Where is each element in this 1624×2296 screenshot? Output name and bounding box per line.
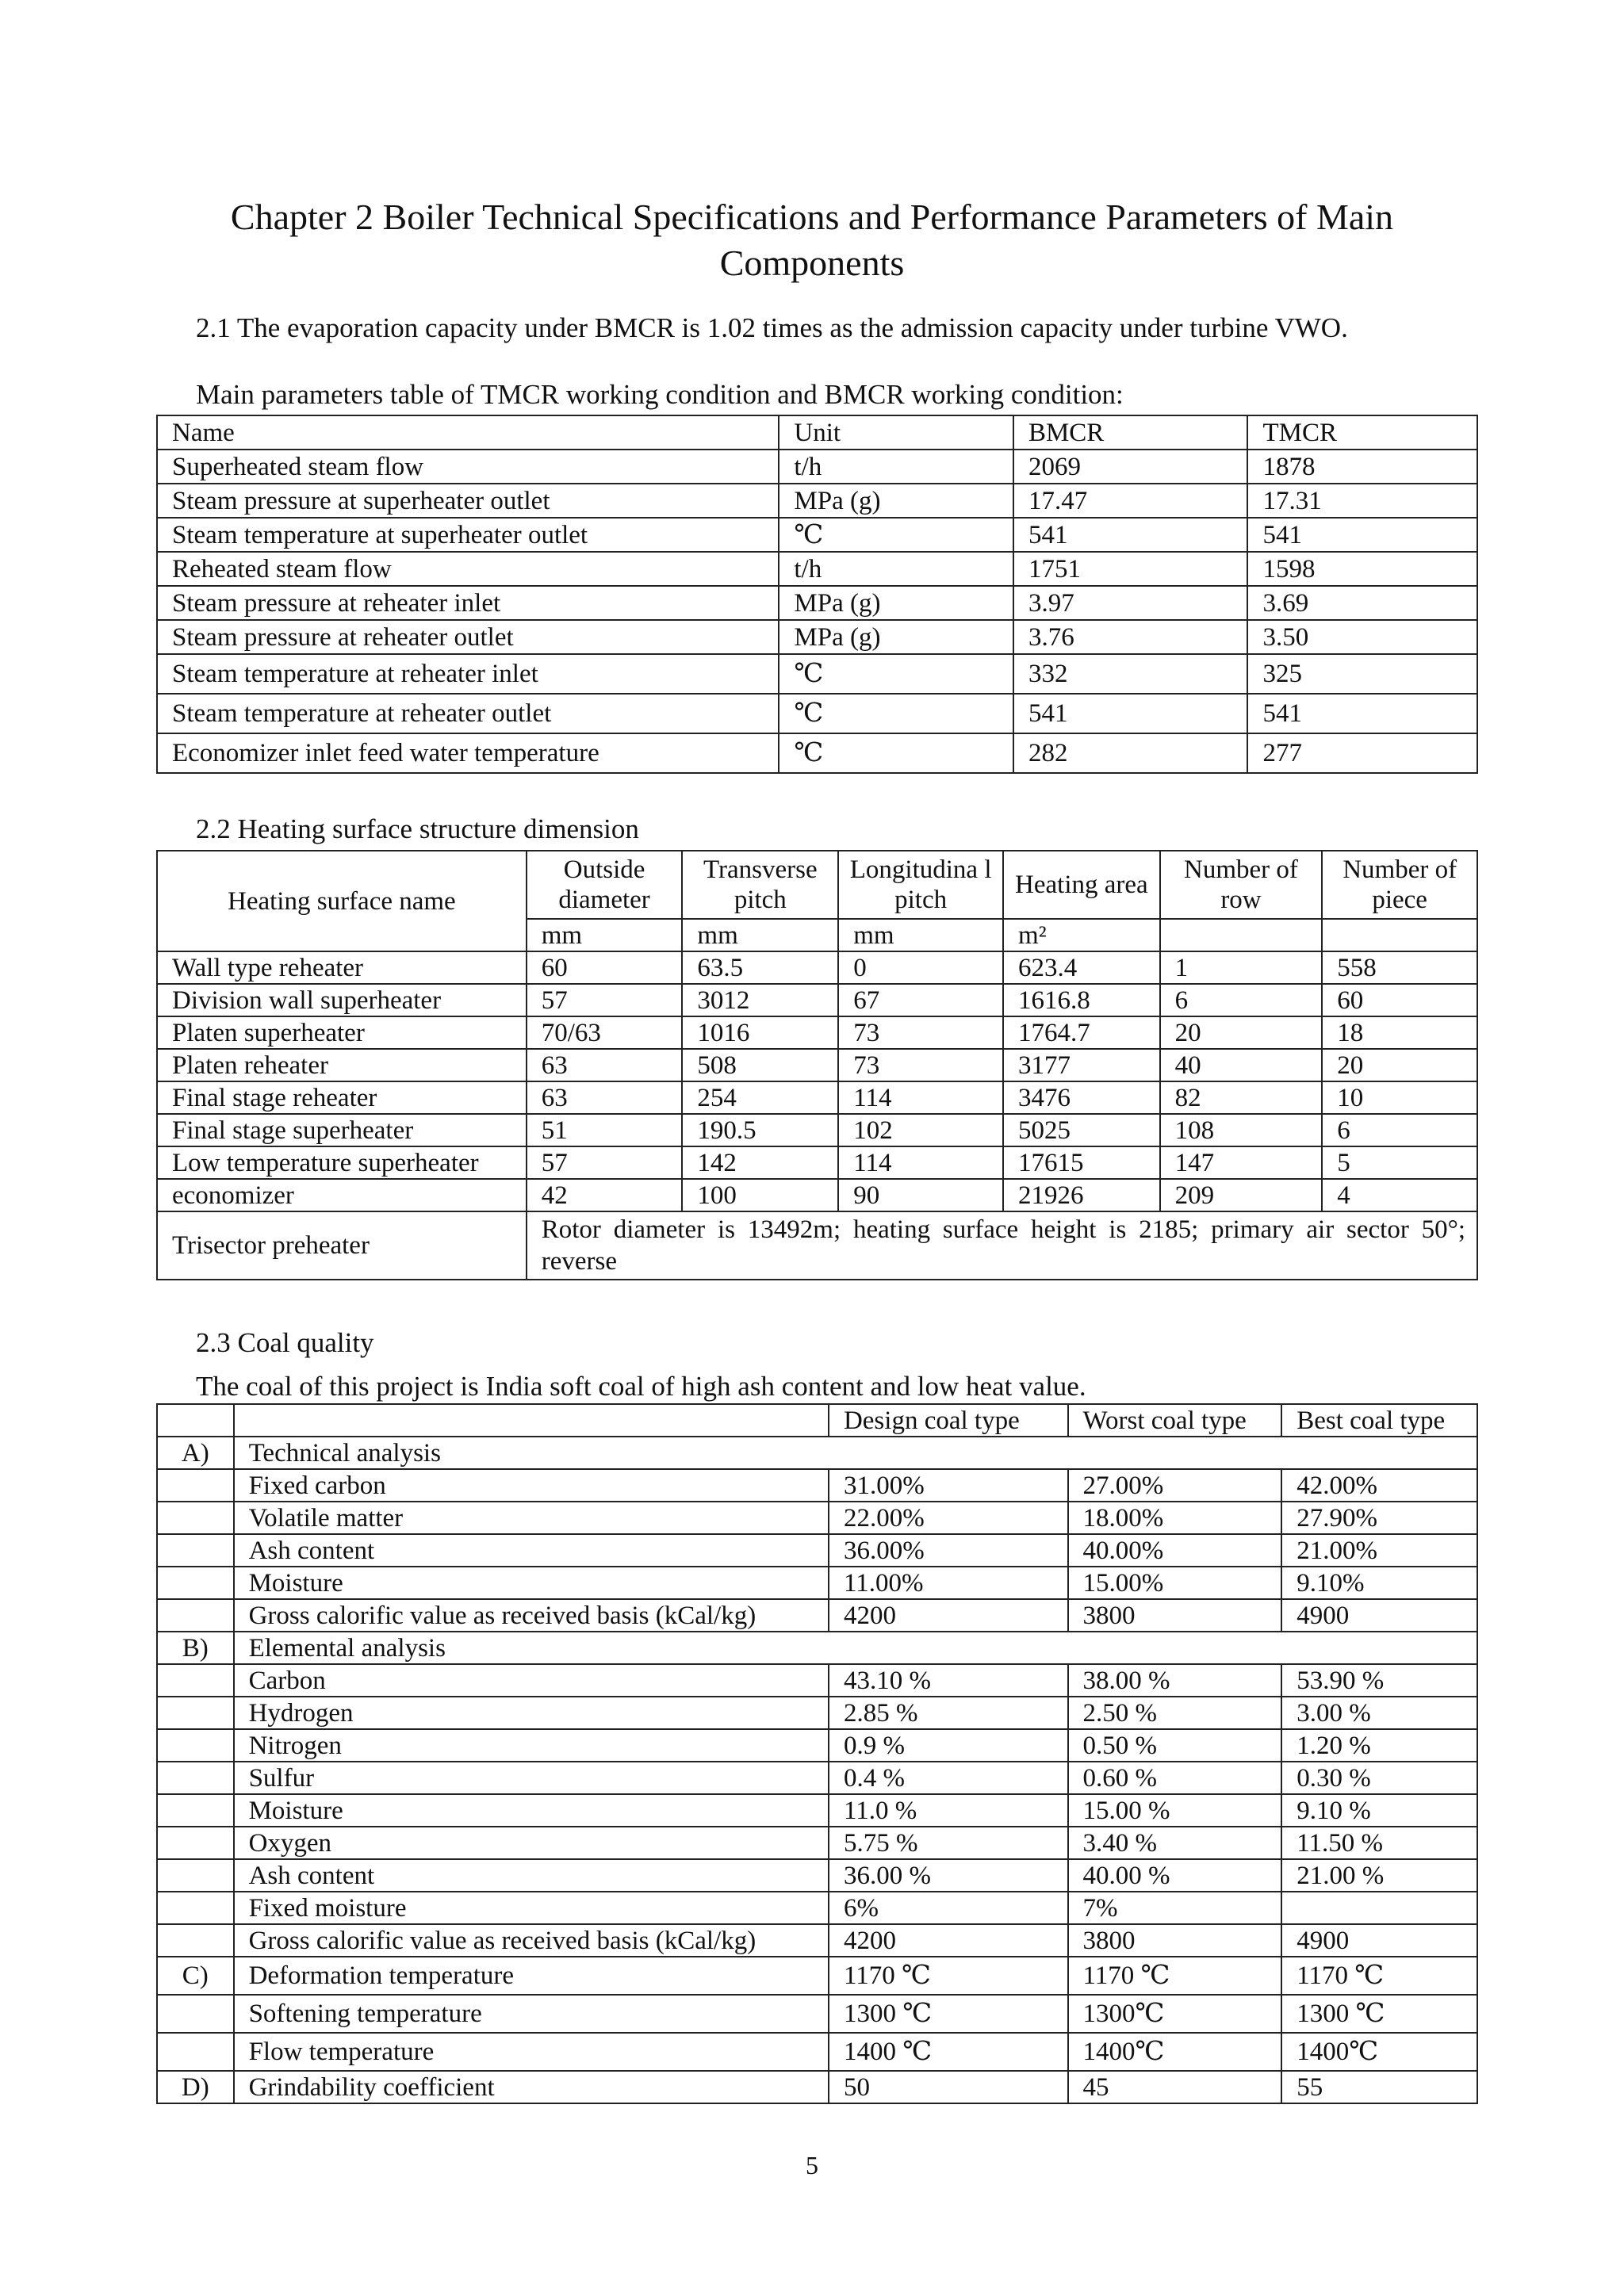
- table-row: [157, 1534, 1477, 1567]
- table-cell: Wall type reheater: [157, 951, 527, 984]
- table-cell: 3177: [1003, 1049, 1160, 1081]
- table-row: [157, 1469, 1477, 1502]
- table-cell: 42: [527, 1179, 683, 1211]
- table-row: [157, 1567, 1477, 1599]
- table-cell: 325: [1247, 654, 1477, 694]
- unit-cell: [1160, 919, 1323, 951]
- table-cell: Oxygen: [234, 1827, 829, 1859]
- table-cell: 2.85 %: [829, 1697, 1068, 1729]
- table-cell: Flow temperature: [234, 2033, 829, 2071]
- table-cell: 1170 ℃: [829, 1957, 1068, 1995]
- table-cell: Hydrogen: [234, 1697, 829, 1729]
- header-cell: BMCR: [1013, 415, 1248, 450]
- table-row: [157, 733, 1477, 773]
- table-cell: 5.75 %: [829, 1827, 1068, 1859]
- table-cell: 1016: [682, 1016, 838, 1049]
- header-cell: Unit: [779, 415, 1013, 450]
- table-cell: Ash content: [234, 1859, 829, 1892]
- table-cell: Superheated steam flow: [157, 450, 779, 484]
- table-cell: 102: [838, 1114, 1003, 1146]
- table-cell: 40.00 %: [1068, 1859, 1282, 1892]
- table-cell: 90: [838, 1179, 1003, 1211]
- table-cell: Carbon: [234, 1664, 829, 1697]
- table-cell: 18.00%: [1068, 1502, 1282, 1534]
- table-cell: 0.60 %: [1068, 1762, 1282, 1794]
- table-cell: Trisector preheater: [157, 1211, 527, 1280]
- table-cell: MPa (g): [779, 586, 1013, 620]
- blank-cell: [157, 1924, 234, 1957]
- table-cell: Volatile matter: [234, 1502, 829, 1534]
- table-row: [157, 620, 1477, 654]
- table-cell: economizer: [157, 1179, 527, 1211]
- table-cell: 70/63: [527, 1016, 683, 1049]
- table-cell: 3.97: [1013, 586, 1248, 620]
- table-cell: 1878: [1247, 450, 1477, 484]
- header-cell: Worst coal type: [1068, 1404, 1282, 1437]
- table-cell: 541: [1013, 694, 1248, 733]
- section-label: C): [157, 1957, 234, 1995]
- unit-cell: mm: [838, 919, 1003, 951]
- table-row: [157, 552, 1477, 586]
- table-cell: 6%: [829, 1892, 1068, 1924]
- table-cell: 40: [1160, 1049, 1323, 1081]
- table-cell: MPa (g): [779, 484, 1013, 518]
- table-cell: 0.50 %: [1068, 1729, 1282, 1762]
- table-cell: 11.50 %: [1281, 1827, 1477, 1859]
- section-2-2-heading: 2.2 Heating surface structure dimension: [196, 813, 639, 844]
- header-cell: Name: [157, 415, 779, 450]
- table-cell: 11.0 %: [829, 1794, 1068, 1827]
- table-cell: 3012: [682, 984, 838, 1016]
- table-cell: 51: [527, 1114, 683, 1146]
- table-cell: 7%: [1068, 1892, 1282, 1924]
- table-cell: 21.00 %: [1281, 1859, 1477, 1892]
- table-cell: 1300 ℃: [829, 1995, 1068, 2033]
- header-cell: [157, 1404, 234, 1437]
- table-cell: Moisture: [234, 1794, 829, 1827]
- blank-cell: [157, 1697, 234, 1729]
- table-cell: 73: [838, 1016, 1003, 1049]
- table-row: [157, 450, 1477, 484]
- table-cell: ℃: [779, 654, 1013, 694]
- section-row: [157, 1437, 1477, 1469]
- table-cell: 31.00%: [829, 1469, 1068, 1502]
- table1-caption: Main parameters table of TMCR working condition and BMCR working condition:: [196, 379, 1124, 410]
- table-cell: 114: [838, 1081, 1003, 1114]
- table-cell: 17.31: [1247, 484, 1477, 518]
- table-cell: 57: [527, 1146, 683, 1179]
- unit-cell: mm: [682, 919, 838, 951]
- coal-intro-text: The coal of this project is India soft coal of high ash content and low heat value.: [196, 1371, 1086, 1402]
- table-row: [157, 484, 1477, 518]
- table-row: [157, 518, 1477, 552]
- table-cell: 623.4: [1003, 951, 1160, 984]
- table-cell: 4200: [829, 1924, 1068, 1957]
- table-cell: 282: [1013, 733, 1248, 773]
- table-cell: 0.9 %: [829, 1729, 1068, 1762]
- table-row: [157, 1827, 1477, 1859]
- table-row: [157, 1016, 1477, 1049]
- table-cell: 190.5: [682, 1114, 838, 1146]
- table-cell: 18: [1322, 1016, 1477, 1049]
- table-cell: 541: [1247, 518, 1477, 552]
- header-cell: Transverse pitch: [682, 851, 838, 919]
- table-cell: [1281, 1892, 1477, 1924]
- table-cell: ℃: [779, 733, 1013, 773]
- table-row: [157, 1697, 1477, 1729]
- table-cell: 63: [527, 1049, 683, 1081]
- table-cell: 0: [838, 951, 1003, 984]
- table-cell: 10: [1322, 1081, 1477, 1114]
- table-cell: 1751: [1013, 552, 1248, 586]
- coal-quality-table: [156, 1403, 1478, 2104]
- table-cell: 4900: [1281, 1599, 1477, 1632]
- table-row: [157, 1211, 1477, 1280]
- table-cell: 15.00 %: [1068, 1794, 1282, 1827]
- table-cell: 209: [1160, 1179, 1323, 1211]
- table-cell: 3800: [1068, 1599, 1282, 1632]
- main-parameters-table: [156, 415, 1478, 774]
- table-cell: 3.76: [1013, 620, 1248, 654]
- table-cell: 55: [1281, 2071, 1477, 2103]
- table-cell: Steam pressure at reheater outlet: [157, 620, 779, 654]
- unit-cell: mm: [527, 919, 683, 951]
- section-2-1-text: 2.1 The evaporation capacity under BMCR is 1.02 times as the admission capacity under turbine VWO.: [196, 312, 1348, 343]
- blank-cell: [157, 1664, 234, 1697]
- table-cell: 2.50 %: [1068, 1697, 1282, 1729]
- table-cell: 63.5: [682, 951, 838, 984]
- table-cell: 21.00%: [1281, 1534, 1477, 1567]
- blank-cell: [157, 1469, 234, 1502]
- header-cell: Heating surface name: [157, 851, 527, 951]
- table-cell: 3.50: [1247, 620, 1477, 654]
- table-cell: Steam temperature at reheater inlet: [157, 654, 779, 694]
- table-cell: ℃: [779, 694, 1013, 733]
- table-cell: Deformation temperature: [234, 1957, 829, 1995]
- table-cell: 27.90%: [1281, 1502, 1477, 1534]
- table-cell: 558: [1322, 951, 1477, 984]
- preheater-note-cell: Rotor diameter is 13492m; heating surface height is 2185; primary air sector 50°; reverse: [527, 1211, 1477, 1280]
- table-cell: Final stage reheater: [157, 1081, 527, 1114]
- table-cell: Fixed moisture: [234, 1892, 829, 1924]
- table-cell: 21926: [1003, 1179, 1160, 1211]
- table-cell: 73: [838, 1049, 1003, 1081]
- table-cell: 2069: [1013, 450, 1248, 484]
- table-cell: 42.00%: [1281, 1469, 1477, 1502]
- table-cell: Steam pressure at reheater inlet: [157, 586, 779, 620]
- table-cell: 108: [1160, 1114, 1323, 1146]
- chapter-title-line1: Chapter 2 Boiler Technical Specifications and Performance Parameters of Main: [230, 197, 1394, 237]
- table-cell: Ash content: [234, 1534, 829, 1567]
- table-cell: 5: [1322, 1146, 1477, 1179]
- table-cell: 1598: [1247, 552, 1477, 586]
- table-cell: 1170 ℃: [1068, 1957, 1282, 1995]
- blank-cell: [157, 2033, 234, 2071]
- table-cell: 147: [1160, 1146, 1323, 1179]
- table-cell: 254: [682, 1081, 838, 1114]
- section-label: D): [157, 2071, 234, 2103]
- table-cell: 1300℃: [1068, 1995, 1282, 2033]
- blank-cell: [157, 1794, 234, 1827]
- table-cell: 43.10 %: [829, 1664, 1068, 1697]
- table-row: [157, 1957, 1477, 1995]
- table-cell: 508: [682, 1049, 838, 1081]
- table-cell: 1: [1160, 951, 1323, 984]
- table-cell: Platen superheater: [157, 1016, 527, 1049]
- blank-cell: [157, 1995, 234, 2033]
- table-cell: 20: [1322, 1049, 1477, 1081]
- table-row: [157, 2071, 1477, 2103]
- header-cell: Outside diameter: [527, 851, 683, 919]
- table-cell: 1.20 %: [1281, 1729, 1477, 1762]
- heating-surface-table: [156, 850, 1478, 1280]
- header-cell: Number of piece: [1322, 851, 1477, 919]
- table-cell: 100: [682, 1179, 838, 1211]
- table-cell: t/h: [779, 450, 1013, 484]
- table-header-row: [157, 1404, 1477, 1437]
- table-cell: 1170 ℃: [1281, 1957, 1477, 1995]
- table-cell: 541: [1247, 694, 1477, 733]
- blank-cell: [157, 1827, 234, 1859]
- table-cell: 332: [1013, 654, 1248, 694]
- table-cell: 3.00 %: [1281, 1697, 1477, 1729]
- table-header-row: [157, 851, 1477, 919]
- table-cell: 60: [1322, 984, 1477, 1016]
- table-row: [157, 1049, 1477, 1081]
- table-cell: 5025: [1003, 1114, 1160, 1146]
- section-title: Technical analysis: [234, 1437, 1477, 1469]
- table-cell: 1616.8: [1003, 984, 1160, 1016]
- section-title: Elemental analysis: [234, 1632, 1477, 1664]
- table-row: [157, 1995, 1477, 2033]
- table-cell: Gross calorific value as received basis (kCal/kg): [234, 1599, 829, 1632]
- table-row: [157, 1729, 1477, 1762]
- table-cell: 4900: [1281, 1924, 1477, 1957]
- table-cell: 20: [1160, 1016, 1323, 1049]
- section-label: A): [157, 1437, 234, 1469]
- table-cell: 0.30 %: [1281, 1762, 1477, 1794]
- table-cell: Moisture: [234, 1567, 829, 1599]
- blank-cell: [157, 1762, 234, 1794]
- table-cell: 60: [527, 951, 683, 984]
- table-row: [157, 984, 1477, 1016]
- table-cell: 17.47: [1013, 484, 1248, 518]
- section-label: B): [157, 1632, 234, 1664]
- table-row: [157, 694, 1477, 733]
- table-row: [157, 1892, 1477, 1924]
- table-cell: MPa (g): [779, 620, 1013, 654]
- table-cell: 6: [1160, 984, 1323, 1016]
- table-cell: Low temperature superheater: [157, 1146, 527, 1179]
- table-cell: 1400 ℃: [829, 2033, 1068, 2071]
- table-cell: ℃: [779, 518, 1013, 552]
- header-cell: [234, 1404, 829, 1437]
- table-cell: 27.00%: [1068, 1469, 1282, 1502]
- chapter-title: [127, 194, 1497, 286]
- table-cell: 1400℃: [1068, 2033, 1282, 2071]
- table-row: [157, 1924, 1477, 1957]
- table-cell: 38.00 %: [1068, 1664, 1282, 1697]
- chapter-title-line2: Components: [719, 243, 905, 283]
- page-number: 5: [806, 2151, 818, 2179]
- table-row: [157, 586, 1477, 620]
- table-cell: 9.10 %: [1281, 1794, 1477, 1827]
- table-cell: 40.00%: [1068, 1534, 1282, 1567]
- table-header-row: [157, 415, 1477, 450]
- table-cell: 3.40 %: [1068, 1827, 1282, 1859]
- table-cell: Softening temperature: [234, 1995, 829, 2033]
- blank-cell: [157, 1567, 234, 1599]
- blank-cell: [157, 1729, 234, 1762]
- table-cell: 1400℃: [1281, 2033, 1477, 2071]
- table-cell: 11.00%: [829, 1567, 1068, 1599]
- table-cell: Sulfur: [234, 1762, 829, 1794]
- header-cell: Longitudina l pitch: [838, 851, 1003, 919]
- blank-cell: [157, 1599, 234, 1632]
- table-row: [157, 654, 1477, 694]
- table-row: [157, 951, 1477, 984]
- table-cell: 22.00%: [829, 1502, 1068, 1534]
- table-cell: Reheated steam flow: [157, 552, 779, 586]
- table-cell: 57: [527, 984, 683, 1016]
- table-cell: 36.00 %: [829, 1859, 1068, 1892]
- table-row: [157, 1794, 1477, 1827]
- table-row: [157, 2033, 1477, 2071]
- table-cell: 541: [1013, 518, 1248, 552]
- table-cell: 1300 ℃: [1281, 1995, 1477, 2033]
- unit-cell: [1322, 919, 1477, 951]
- table-cell: Steam temperature at superheater outlet: [157, 518, 779, 552]
- table-cell: 4200: [829, 1599, 1068, 1632]
- header-cell: TMCR: [1247, 415, 1477, 450]
- table-cell: 67: [838, 984, 1003, 1016]
- section-row: [157, 1632, 1477, 1664]
- table-row: [157, 1114, 1477, 1146]
- header-cell: Heating area: [1003, 851, 1160, 919]
- table-row: [157, 1762, 1477, 1794]
- blank-cell: [157, 1502, 234, 1534]
- table-cell: 50: [829, 2071, 1068, 2103]
- table-cell: 36.00%: [829, 1534, 1068, 1567]
- table-cell: 45: [1068, 2071, 1282, 2103]
- header-cell: Best coal type: [1281, 1404, 1477, 1437]
- table-row: [157, 1859, 1477, 1892]
- unit-cell: m²: [1003, 919, 1160, 951]
- table-cell: 4: [1322, 1179, 1477, 1211]
- table-row: [157, 1599, 1477, 1632]
- header-cell: Design coal type: [829, 1404, 1068, 1437]
- table-cell: 17615: [1003, 1146, 1160, 1179]
- table-cell: 277: [1247, 733, 1477, 773]
- table-cell: t/h: [779, 552, 1013, 586]
- table-cell: Fixed carbon: [234, 1469, 829, 1502]
- blank-cell: [157, 1892, 234, 1924]
- table-cell: Final stage superheater: [157, 1114, 527, 1146]
- table-cell: 3476: [1003, 1081, 1160, 1114]
- table-cell: Grindability coefficient: [234, 2071, 829, 2103]
- table-cell: 63: [527, 1081, 683, 1114]
- table-row: [157, 1081, 1477, 1114]
- table-cell: 0.4 %: [829, 1762, 1068, 1794]
- header-cell: Number of row: [1160, 851, 1323, 919]
- table-cell: Division wall superheater: [157, 984, 527, 1016]
- table-row: [157, 1146, 1477, 1179]
- table-cell: Steam temperature at reheater outlet: [157, 694, 779, 733]
- table-cell: 9.10%: [1281, 1567, 1477, 1599]
- blank-cell: [157, 1534, 234, 1567]
- table-cell: 15.00%: [1068, 1567, 1282, 1599]
- table-cell: 53.90 %: [1281, 1664, 1477, 1697]
- table-cell: Nitrogen: [234, 1729, 829, 1762]
- table-cell: Gross calorific value as received basis (kCal/kg): [234, 1924, 829, 1957]
- table-cell: 3800: [1068, 1924, 1282, 1957]
- section-2-3-heading: 2.3 Coal quality: [196, 1327, 374, 1358]
- blank-cell: [157, 1859, 234, 1892]
- table-cell: 3.69: [1247, 586, 1477, 620]
- table-cell: Steam pressure at superheater outlet: [157, 484, 779, 518]
- table-cell: Economizer inlet feed water temperature: [157, 733, 779, 773]
- table-cell: 82: [1160, 1081, 1323, 1114]
- table-cell: 6: [1322, 1114, 1477, 1146]
- table-row: [157, 1664, 1477, 1697]
- table-cell: Platen reheater: [157, 1049, 527, 1081]
- table-row: [157, 1502, 1477, 1534]
- table-cell: 114: [838, 1146, 1003, 1179]
- table-row: [157, 1179, 1477, 1211]
- table-cell: 1764.7: [1003, 1016, 1160, 1049]
- table-cell: 142: [682, 1146, 838, 1179]
